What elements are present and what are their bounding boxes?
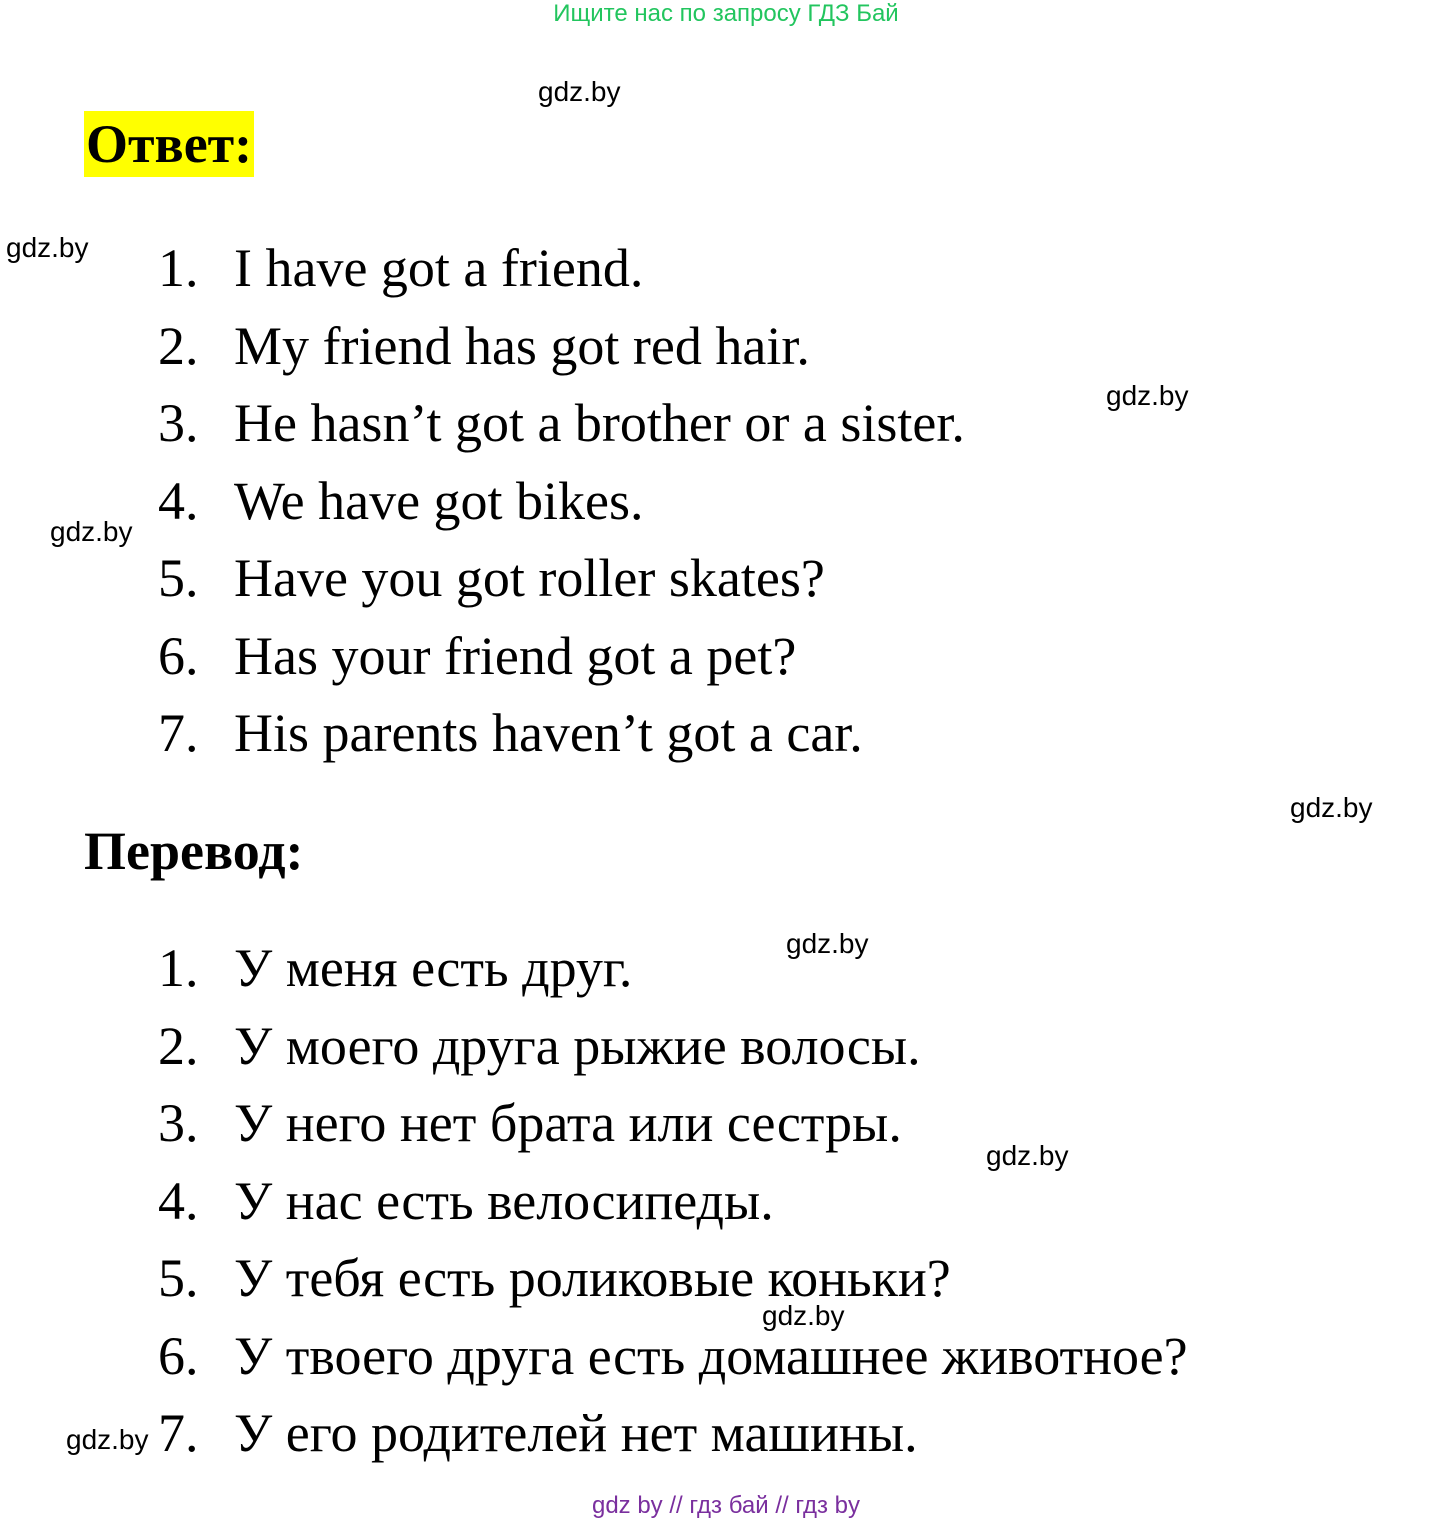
top-banner-link[interactable]: Ищите нас по запросу ГДЗ Бай — [553, 0, 899, 27]
item-number: 6. — [158, 625, 199, 686]
list-item — [158, 1015, 1188, 1097]
list-item — [158, 548, 965, 629]
list-item — [158, 1170, 1188, 1252]
item-number: 4. — [158, 1170, 199, 1231]
item-number: 3. — [158, 393, 199, 453]
item-text: У твоего друга есть домашнее животное? — [234, 1325, 1188, 1386]
item-number: 2. — [158, 315, 199, 376]
list-item — [158, 238, 965, 319]
watermark: gdz.by — [786, 928, 869, 959]
item-text: У тебя есть роликовые коньки? — [234, 1248, 951, 1308]
item-text: His parents haven’t got a car. — [234, 703, 863, 763]
list-item — [158, 625, 965, 707]
watermark: gdz.by — [762, 1300, 845, 1331]
item-text: My friend has got red hair. — [234, 315, 810, 376]
answer-list — [158, 238, 965, 784]
item-text: У его родителей нет машины. — [234, 1403, 918, 1463]
watermark: gdz.by — [6, 232, 89, 263]
item-number: 7. — [158, 703, 199, 763]
item-text: У нас есть велосипеды. — [234, 1170, 774, 1231]
translation-list — [158, 938, 1188, 1484]
item-number: 7. — [158, 1403, 199, 1463]
list-item — [158, 1403, 1188, 1484]
item-text: У моего друга рыжие волосы. — [234, 1015, 921, 1076]
watermark: gdz.by — [1106, 380, 1189, 411]
item-text: У меня есть друг. — [234, 938, 633, 998]
list-item — [158, 703, 965, 784]
list-item — [158, 470, 965, 552]
item-number: 3. — [158, 1093, 199, 1153]
item-number: 1. — [158, 238, 199, 298]
watermark: gdz.by — [1290, 792, 1373, 823]
item-number: 6. — [158, 1325, 199, 1386]
item-number: 5. — [158, 548, 199, 608]
bottom-banner-link[interactable]: gdz by // гдз бай // гдз by — [591, 1492, 861, 1519]
list-item — [158, 1248, 1188, 1329]
item-text: We have got bikes. — [234, 470, 644, 531]
item-number: 1. — [158, 938, 199, 998]
watermark: gdz.by — [538, 76, 621, 107]
item-number: 4. — [158, 470, 199, 531]
list-item — [158, 938, 1188, 1019]
watermark: gdz.by — [986, 1140, 1069, 1171]
list-item — [158, 1325, 1188, 1407]
item-text: У него нет брата или сестры. — [234, 1093, 902, 1153]
answer-heading: Ответ: — [84, 111, 254, 177]
list-item — [158, 315, 965, 397]
item-text: I have got a friend. — [234, 238, 644, 298]
translation-heading: Перевод: — [84, 821, 304, 881]
item-text: Has your friend got a pet? — [234, 625, 797, 686]
watermark: gdz.by — [66, 1424, 149, 1455]
list-item — [158, 1093, 1188, 1174]
item-number: 5. — [158, 1248, 199, 1308]
list-item — [158, 393, 965, 474]
item-text: He hasn’t got a brother or a sister. — [234, 393, 965, 453]
watermark: gdz.by — [50, 516, 133, 547]
item-number: 2. — [158, 1015, 199, 1076]
item-text: Have you got roller skates? — [234, 548, 825, 608]
